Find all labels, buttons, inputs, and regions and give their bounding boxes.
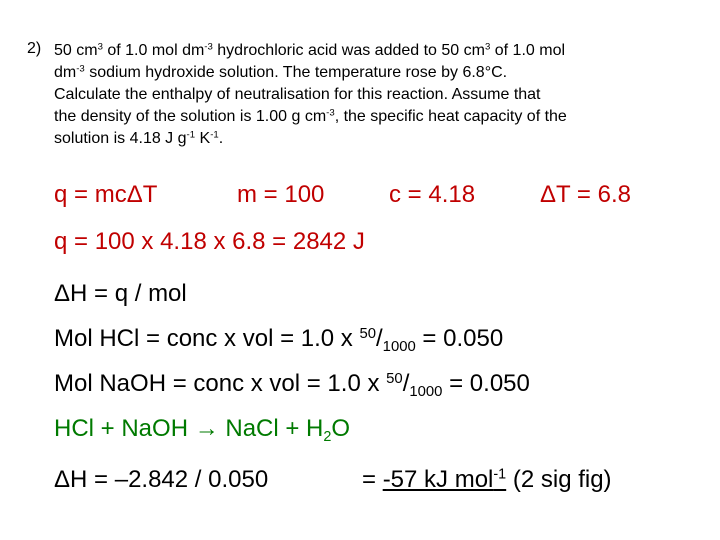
mol-hcl-line: Mol HCl = conc x vol = 1.0 x $^{50}/_{1000} = 0.050$	[54, 325, 504, 356]
question-line-2: $dm^{-3}$ sodium hydroxide solution. The temperature rose by 6.8°C.	[54, 63, 508, 81]
question-text	[54, 40, 704, 150]
reaction-equation: HCl + NaOH → NaCl + $H_2O$	[54, 415, 351, 446]
formula-q: q = mcΔT	[54, 181, 158, 208]
question-line-4: the density of the solution is 1.00 g $cm^{-3}$, the specific heat capacity of the	[54, 107, 567, 125]
question-number: 2)	[27, 40, 42, 57]
mass-value: m = 100	[237, 181, 325, 208]
answer-value: -57 kJ mol$^{-1}$	[382, 466, 507, 493]
question-line-5: solution is 4.18 J $g^{-1}$ $K^{-1}$.	[54, 129, 224, 147]
shc-value: c = 4.18	[389, 181, 476, 208]
mol-naoh-line: Mol NaOH = conc x vol = 1.0 x $^{50}/_{1000} = 0.050$	[54, 370, 530, 401]
final-answer-result: = -57 kJ mol$^{-1}$ (2 sig fig)	[362, 466, 612, 493]
question-line-3: Calculate the enthalpy of neutralisation for this reaction. Assume that	[54, 86, 541, 103]
q-calculation: q = 100 x 4.18 x 6.8 = 2842 J	[54, 228, 365, 255]
dh-definition: ΔH = q / mol	[54, 280, 187, 307]
delta-t-value: ΔT = 6.8	[540, 181, 631, 208]
final-answer-expression: ΔH = –2.842 / 0.050	[54, 466, 269, 493]
question-line-1: 50 $cm^3$ of 1.0 mol $dm^{-3}$ hydrochloric acid was added to 50 $cm^3$ of 1.0 mol	[54, 41, 566, 59]
